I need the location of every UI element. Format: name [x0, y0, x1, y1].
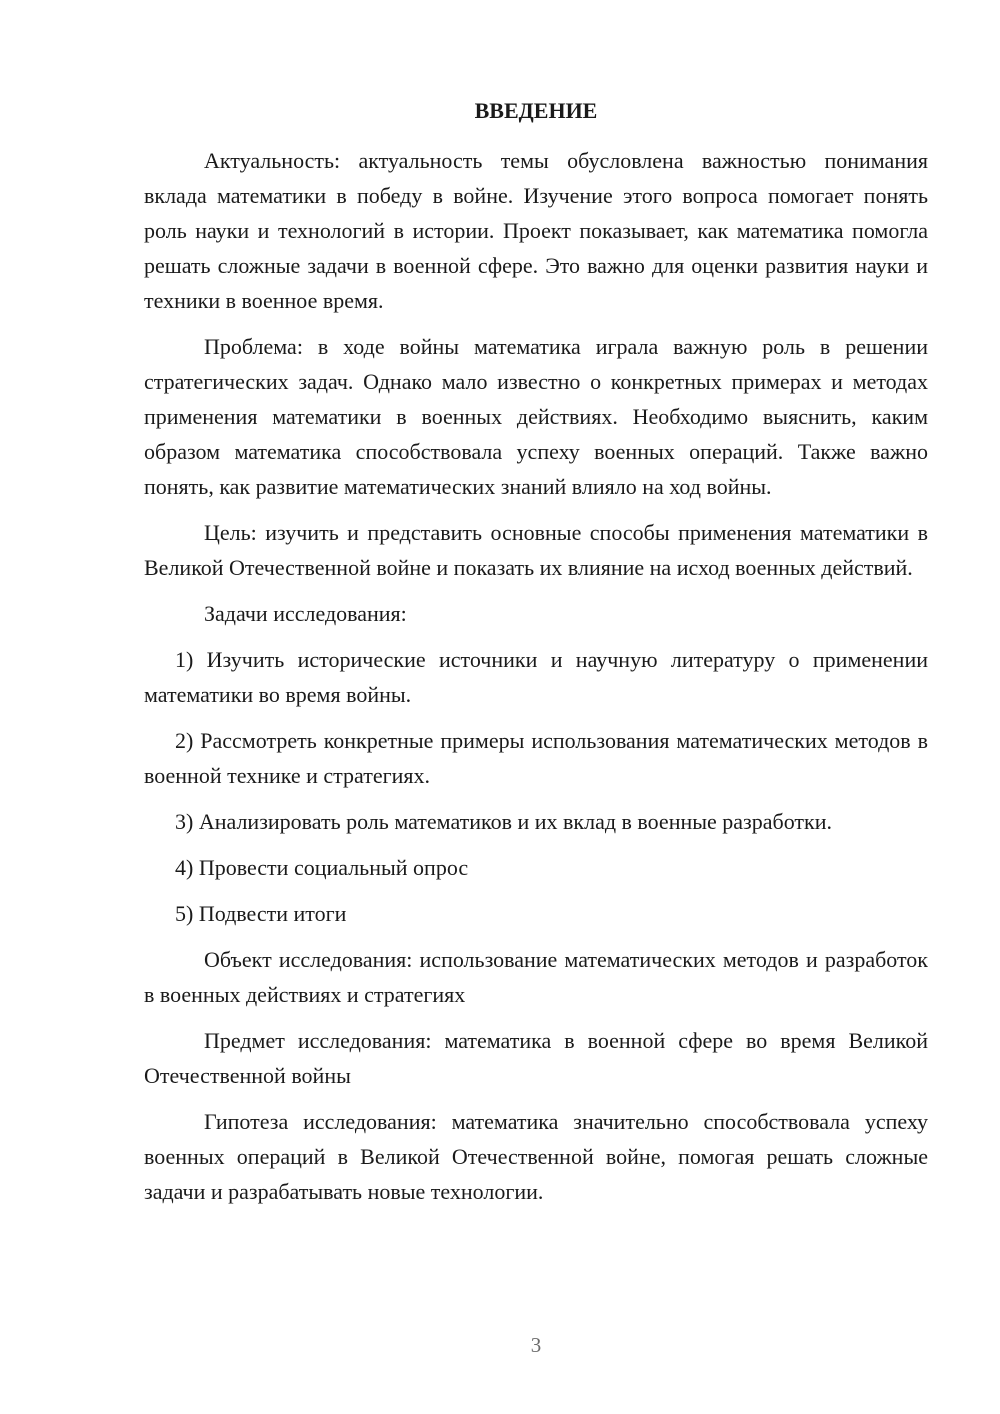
task-item: 1) Изучить исторические источники и научную литературу о применении математики во время войны. [144, 647, 928, 707]
problem-paragraph: Проблема: в ходе войны математика играла важную роль в решении стратегических задач. Однако мало известно о конкретных примерах и методах применения математики в военных действиях. Необходимо выяснить, каким образом математика способствовала успеху военных операций. Также важно понять, как развитие математических знаний влияло на ход войны. [144, 334, 928, 499]
task-item: 4) Провести социальный опрос [175, 855, 469, 880]
hypothesis-paragraph: Гипотеза исследования: математика значительно способствовала успеху военных операций в Великой Отечественной войне, помогая решать сложные задачи и разрабатывать новые технологии. [144, 1109, 928, 1204]
page-title: ВВЕДЕНИЕ [474, 98, 598, 123]
task-item: 2) Рассмотреть конкретные примеры использования математических методов в военной технике и стратегиях. [144, 728, 928, 788]
actuality-paragraph: Актуальность: актуальность темы обусловлена важностью понимания вклада математики в победу в войне. Изучение этого вопроса помогает понять роль науки и технологий в истории. Проект показывает, как математика помогла решать сложные задачи в военной сфере. Это важно для оценки развития науки и техники в военное время. [144, 148, 928, 313]
document-page [144, 0, 928, 1414]
task-item: 3) Анализировать роль математиков и их вклад в военные разработки. [175, 809, 832, 834]
goal-paragraph: Цель: изучить и представить основные способы применения математики в Великой Отечественной войне и показать их влияние на исход военных действий. [144, 520, 928, 580]
object-paragraph: Объект исследования: использование математических методов и разработок в военных действиях и стратегиях [144, 947, 928, 1007]
page-number: 3 [530, 1333, 542, 1357]
subject-paragraph: Предмет исследования: математика в военной сфере во время Великой Отечественной войны [144, 1028, 928, 1088]
tasks-title: Задачи исследования: [204, 601, 407, 626]
document-body [144, 143, 928, 1220]
task-item: 5) Подвести итоги [175, 901, 347, 926]
